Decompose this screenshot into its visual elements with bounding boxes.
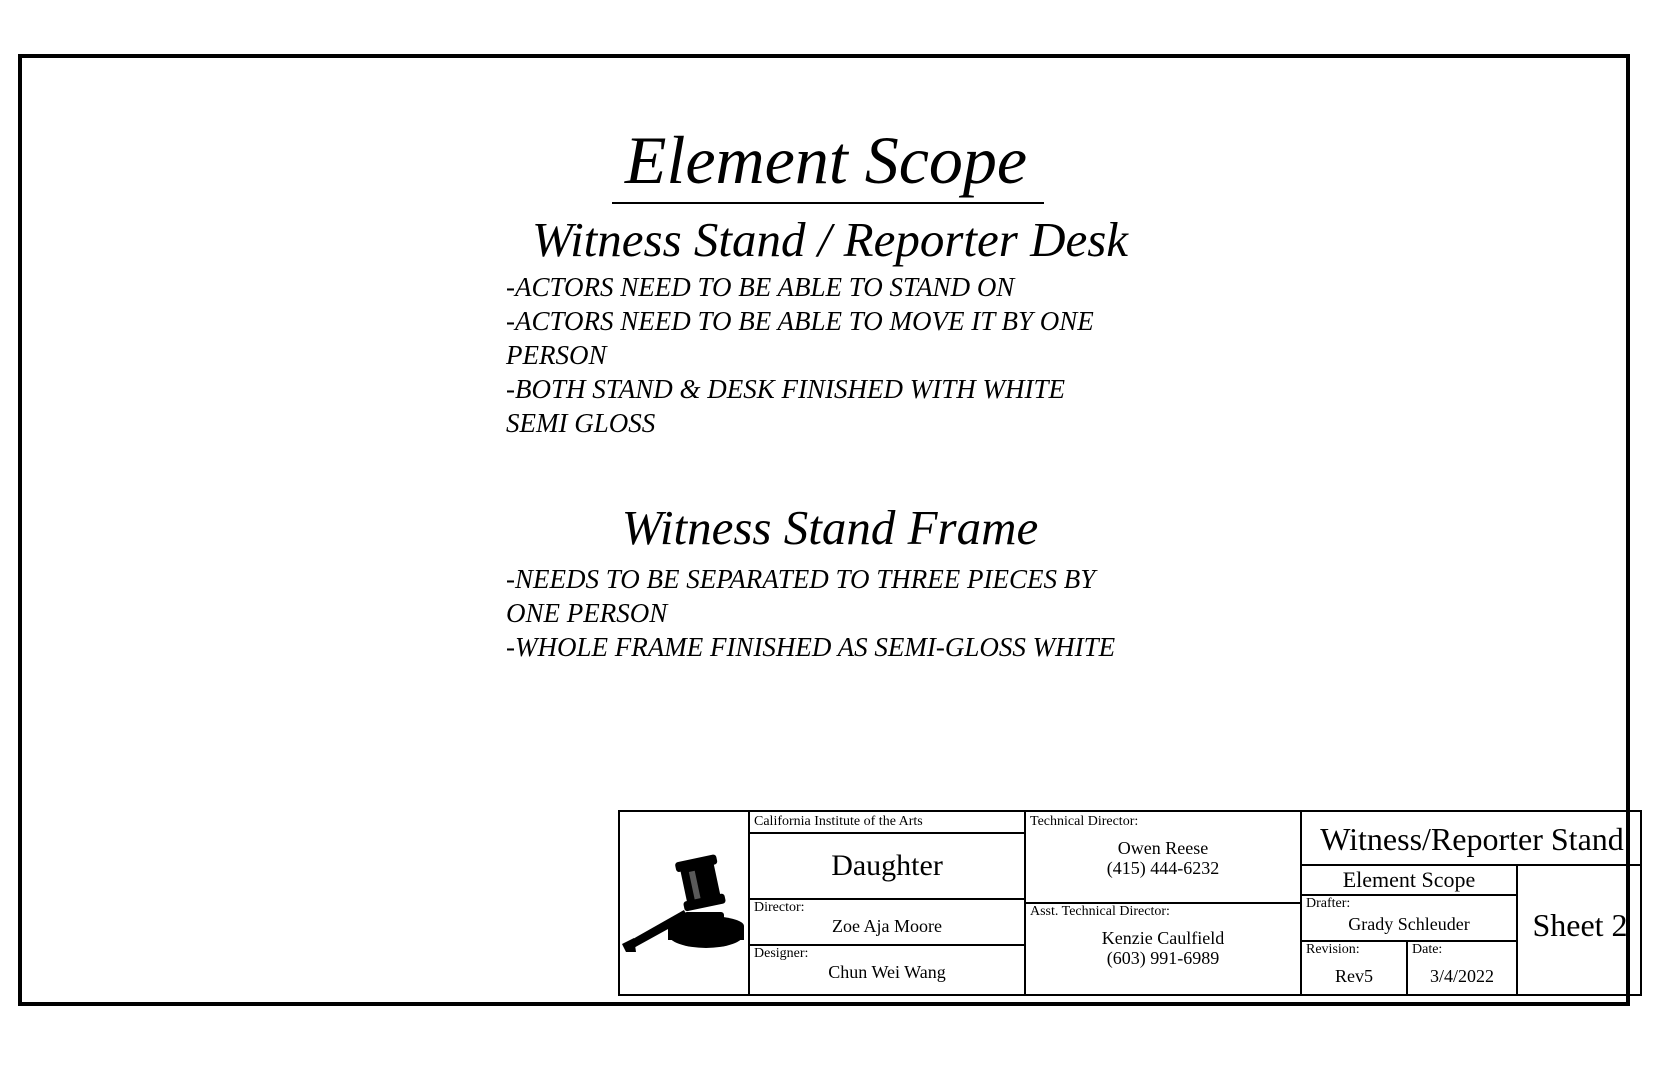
production-title: Daughter: [831, 849, 943, 882]
note-line: -NEEDS TO BE SEPARATED TO THREE PIECES BY: [506, 564, 1096, 594]
drafter-label: Drafter:: [1306, 896, 1351, 911]
page-title: Element Scope: [624, 122, 1028, 198]
asst-technical-director-phone: (603) 991-6989: [1106, 948, 1220, 968]
title-block-divider: [1300, 864, 1642, 866]
sheet-title: Element Scope: [1342, 867, 1476, 892]
section-notes-witness-stand-reporter-desk: [506, 270, 1094, 440]
note-line: SEMI GLOSS: [506, 408, 656, 438]
designer-label: Designer:: [754, 946, 809, 961]
title-block-divider: [748, 832, 1024, 834]
director-label: Director:: [754, 900, 805, 915]
sheet-number: Sheet 2: [1532, 907, 1628, 943]
section-heading-witness-stand-frame: Witness Stand Frame: [621, 500, 1039, 555]
note-line: -ACTORS NEED TO BE ABLE TO STAND ON: [506, 272, 1015, 302]
section-heading-witness-stand-reporter-desk: Witness Stand / Reporter Desk: [531, 212, 1129, 267]
asst-technical-director-label: Asst. Technical Director:: [1030, 904, 1170, 919]
section-notes-witness-stand-frame: [506, 562, 1115, 664]
revision-label: Revision:: [1306, 942, 1360, 957]
gavel-icon: [622, 852, 750, 958]
title-underline: [612, 202, 1044, 204]
technical-director-phone: (415) 444-6232: [1106, 858, 1220, 878]
note-line: -ACTORS NEED TO BE ABLE TO MOVE IT BY ONE: [506, 306, 1094, 336]
project-title: Witness/Reporter Stand: [1320, 821, 1624, 857]
note-line: ONE PERSON: [506, 598, 668, 628]
designer-name: Chun Wei Wang: [828, 962, 946, 982]
note-line: -WHOLE FRAME FINISHED AS SEMI-GLOSS WHITE: [506, 632, 1116, 662]
drafter-name: Grady Schleuder: [1348, 914, 1470, 934]
asst-technical-director-name: Kenzie Caulfield: [1101, 928, 1225, 948]
title-block: [618, 810, 1642, 996]
director-name: Zoe Aja Moore: [832, 916, 942, 936]
revision-value: Rev5: [1335, 966, 1373, 986]
date-value: 3/4/2022: [1429, 966, 1494, 986]
date-label: Date:: [1412, 942, 1443, 957]
note-line: -BOTH STAND & DESK FINISHED WITH WHITE: [506, 374, 1065, 404]
note-line: PERSON: [506, 340, 607, 370]
institution-name: California Institute of the Arts: [754, 814, 923, 829]
technical-director-label: Technical Director:: [1030, 814, 1139, 829]
technical-director-name: Owen Reese: [1117, 838, 1209, 858]
